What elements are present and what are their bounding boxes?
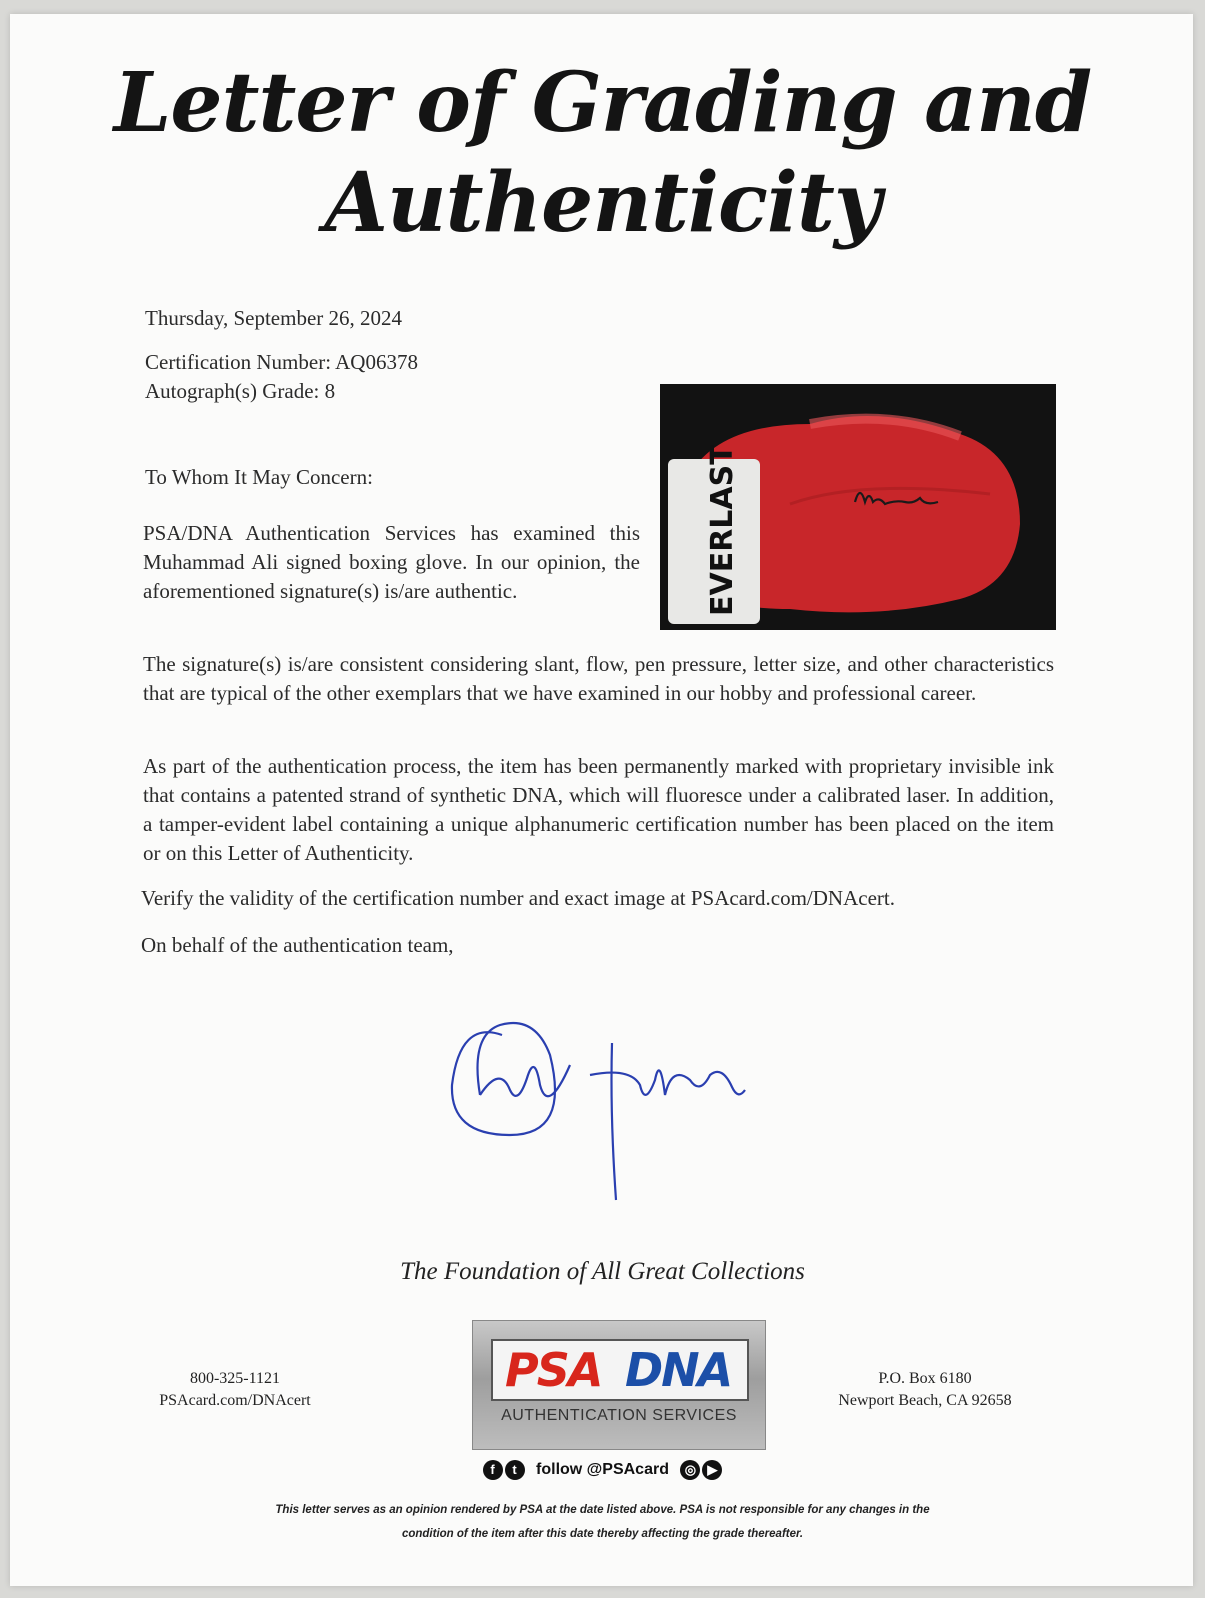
- instagram-icon[interactable]: ◎: [680, 1460, 700, 1480]
- contact-left: [150, 1368, 320, 1412]
- item-photo: [660, 384, 1056, 630]
- paragraph-examination: PSA/DNA Authentication Services has examined this Muhammad Ali signed boxing glove. In our opinion, the aforementioned signature(s) is/are authentic.: [143, 521, 640, 603]
- tagline: The Foundation of All Great Collections: [400, 1258, 805, 1285]
- authenticator-signature: [440, 995, 760, 1215]
- contact-right: [815, 1368, 1035, 1412]
- letter-date: Thursday, September 26, 2024: [145, 306, 403, 330]
- paragraph-process: As part of the authentication process, the item has been permanently marked with proprietary invisible ink that contains a patented strand of synthetic DNA, which will fluoresce under a calibrated laser. In addition, a tamper-evident label containing a unique alphanumeric certification number has been placed on the item or on this Letter of Authenticity.: [143, 754, 1054, 865]
- paragraph-consistency: The signature(s) is/are consistent considering slant, flow, pen pressure, letter size, and other characteristics that are typical of the other exemplars that we have examined in our hobby and professional career.: [143, 652, 1054, 705]
- logo-psa-text: PSA: [505, 1343, 602, 1397]
- letter-title-line2: Authenticity: [324, 155, 881, 251]
- disclaimer-line1: This letter serves as an opinion rendered by PSA at the date listed above. PSA is not responsible for any changes in the: [275, 1504, 930, 1516]
- logo-dna-text: DNA: [625, 1343, 732, 1397]
- boxing-glove-image: [660, 384, 1056, 630]
- logo-subtitle: AUTHENTICATION SERVICES: [501, 1407, 737, 1424]
- disclaimer-line2: condition of the item after this date thereby affecting the grade thereafter.: [401, 1528, 804, 1540]
- verify-line: Verify the validity of the certification number and exact image at PSAcard.com/DNAcert.: [141, 886, 895, 910]
- social-bar: [0, 1460, 1205, 1480]
- closing-line: On behalf of the authentication team,: [141, 933, 454, 957]
- psa-dna-logo: [472, 1320, 766, 1450]
- facebook-icon[interactable]: f: [483, 1460, 503, 1480]
- glove-brand-label: EVERLAST: [705, 444, 740, 616]
- social-handle[interactable]: follow @PSAcard: [536, 1461, 669, 1479]
- city-address: Newport Beach, CA 92658: [838, 1392, 1012, 1409]
- logo-panel: [491, 1339, 749, 1401]
- phone-number: 800-325-1121: [189, 1370, 281, 1387]
- salutation: To Whom It May Concern:: [145, 465, 373, 489]
- po-box: P.O. Box 6180: [878, 1370, 972, 1387]
- website-link[interactable]: PSAcard.com/DNAcert: [159, 1392, 311, 1409]
- youtube-icon[interactable]: ▶: [702, 1460, 722, 1480]
- certification-number: Certification Number: AQ06378: [145, 350, 418, 374]
- letter-title-line1: Letter of Grading and: [113, 55, 1092, 151]
- autograph-grade: Autograph(s) Grade: 8: [145, 379, 336, 403]
- twitter-icon[interactable]: t: [505, 1460, 525, 1480]
